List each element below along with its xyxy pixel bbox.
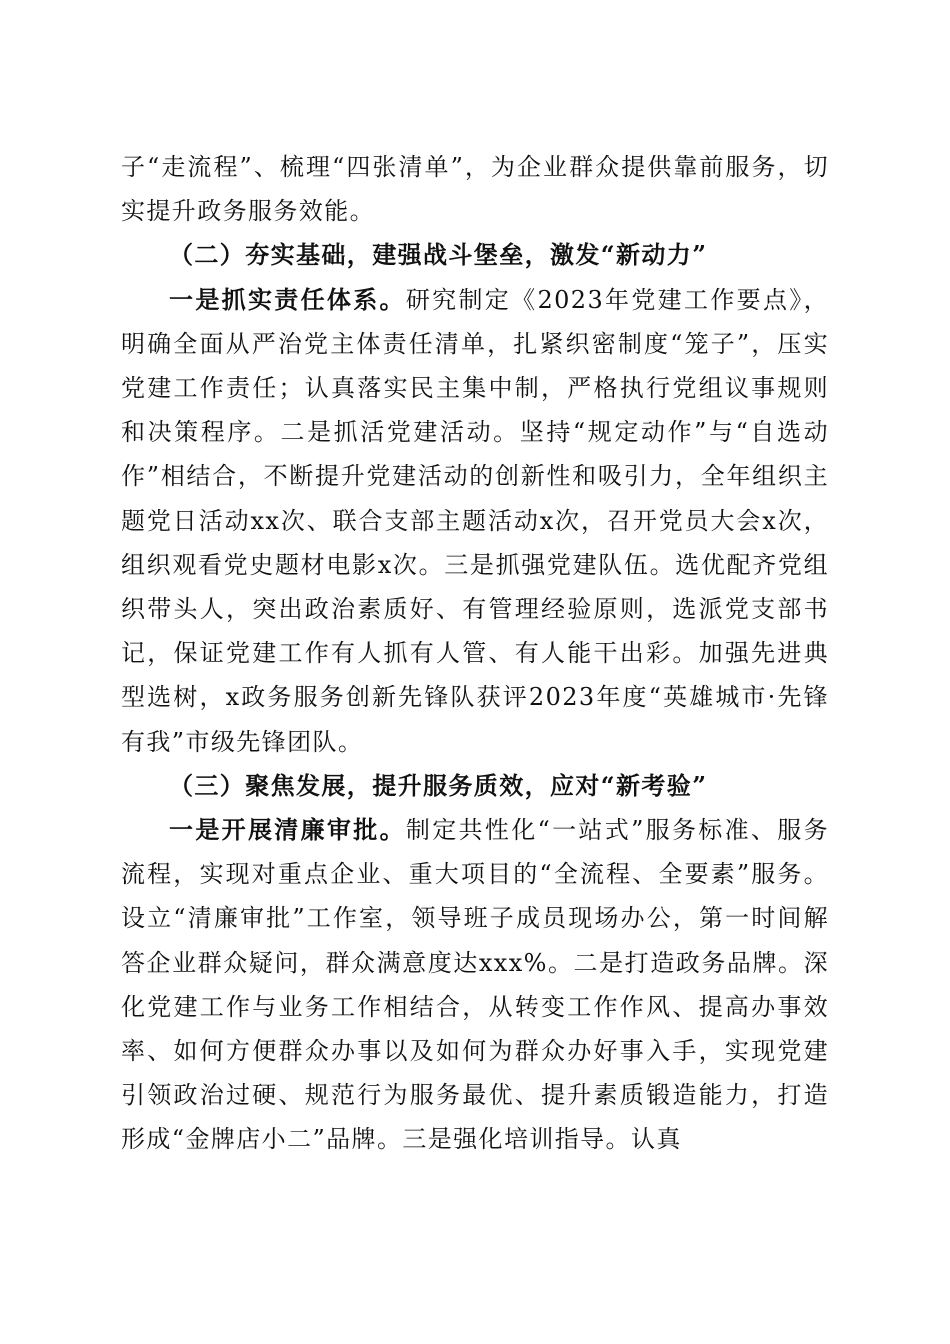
paragraph-3-text: 制定共性化“一站式”服务标准、服务流程，实现对重点企业、重大项目的“全流程、全要素”服务。设立“清廉审批”工作室，领导班子成员现场办公，第一时间解答企业群众疑问，群众满意度达xxx%。二是打造政务品牌。深化党建工作与业务工作相结合，从转变工作作风、提高办事效率、如何方便群众办事以及如何为群众办好事入手，实现党建引领政治过硬、规范行为服务最优、提升素质锻造能力，打造形成“金牌店小二”品牌。三是强化培训指导。认真: [121, 816, 829, 1154]
paragraph-section-3: [121, 808, 829, 1162]
section-heading-2: （二）夯实基础，建强战斗堡垒，激发“新动力”: [169, 240, 708, 270]
paragraph-2-lead: 一是抓实责任体系。: [169, 284, 406, 314]
paragraph-section-2: [121, 278, 829, 764]
paragraph-3-lead: 一是开展清廉审批。: [169, 815, 406, 845]
section-heading-3: （三）聚焦发展，提升服务质效，应对“新考验”: [169, 770, 708, 800]
document-body: [121, 145, 829, 1162]
paragraph-2-text: 研究制定《2023年党建工作要点》，明确全面从严治党主体责任清单，扎紧织密制度“笼子”，压实党建工作责任；认真落实民主集中制，严格执行党组议事规则和决策程序。二是抓活党建活动。坚持“规定动作”与“自选动作”相结合，不断提升党建活动的创新性和吸引力，全年组织主题党日活动xx次、联合支部主题活动x次，召开党员大会x次，组织观看党史题材电影x次。三是抓强党建队伍。选优配齐党组织带头人，突出政治素质好、有管理经验原则，选派党支部书记，保证党建工作有人抓有人管、有人能干出彩。加强先进典型选树，x政务服务创新先锋队获评2023年度“英雄城市·先锋有我”市级先锋团队。: [121, 285, 829, 756]
paragraph-1-text: 子“走流程”、梳理“四张清单”，为企业群众提供靠前服务，切实提升政务服务效能。: [121, 153, 829, 226]
paragraph-continued: [121, 145, 829, 233]
